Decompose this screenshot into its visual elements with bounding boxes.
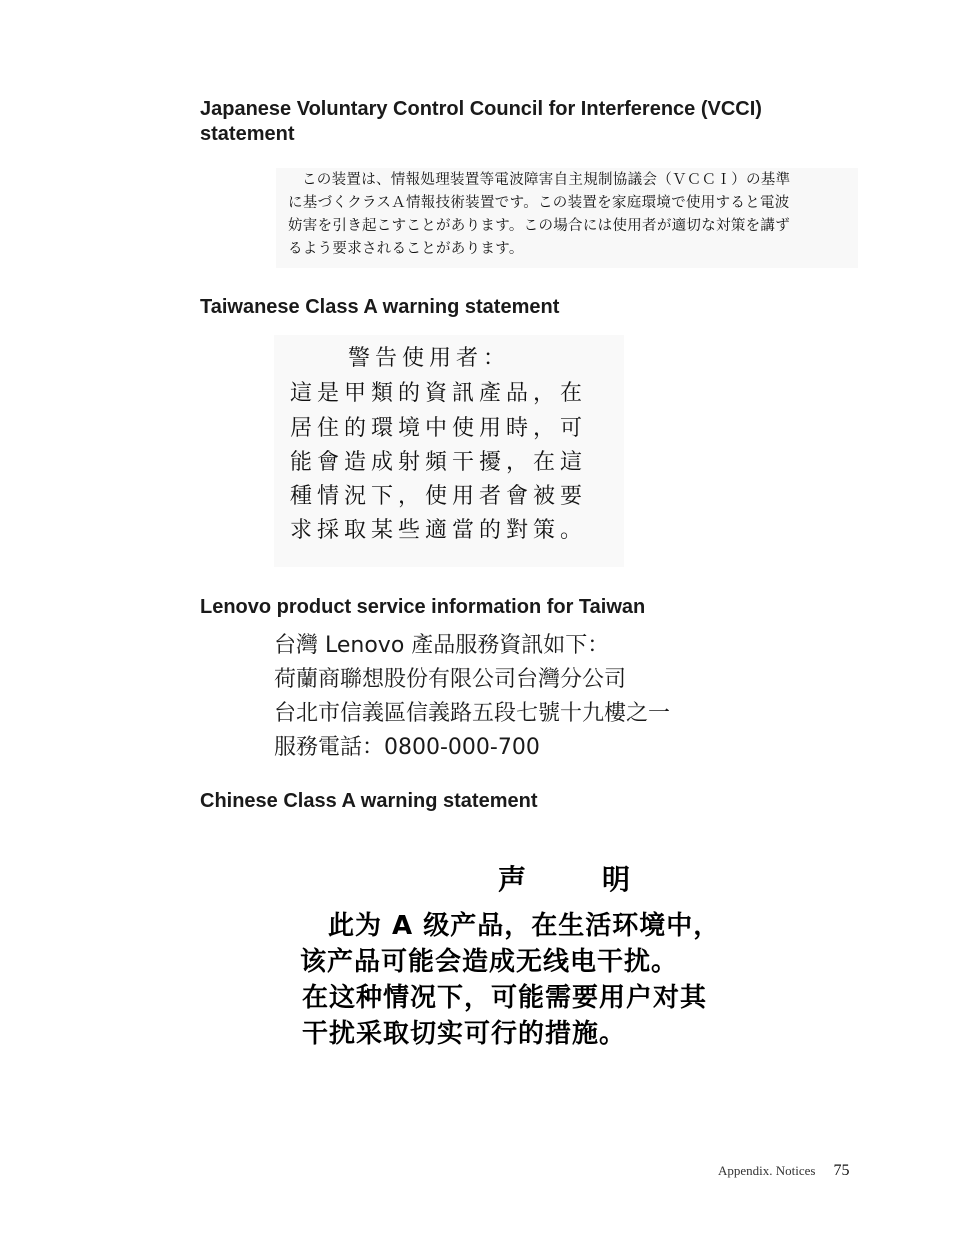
taiwan-service-phone: 服務電話：0800-000-700 [274, 735, 540, 760]
footer-section-title: Appendix. Notices [718, 1163, 816, 1178]
chinese-warning-title-right: 明 [602, 863, 631, 896]
chinese-warning-title-left: 声 [498, 863, 527, 896]
taiwan-service-line-1: 台灣 Lenovo 產品服務資訊如下： [274, 633, 610, 658]
vcci-heading [200, 97, 840, 147]
chinese-warning-line-2: 该产品可能会造成无线电干扰。 [300, 947, 679, 977]
vcci-heading-line1: Japanese Voluntary Control Council for Interference (VCCI) [200, 98, 762, 120]
vcci-line-4: るよう要求されることがあります。 [288, 241, 524, 257]
page-footer [718, 1162, 849, 1180]
chinese-warning-line-1: 此为 A 级产品，在生活环境中， [328, 911, 721, 941]
taiwan-warning-line-2: 這是甲類的資訊產品，在 [290, 381, 588, 406]
vcci-line-2: に基づくクラスＡ情報技術装置です。この装置を家庭環境で使用すると電波 [288, 195, 790, 211]
taiwan-warning-line-5: 種情況下，使用者會被要 [290, 484, 588, 509]
chinese-warning-line-4: 干扰采取切实可行的措施。 [302, 1019, 627, 1049]
taiwan-warning-heading: Taiwanese Class A warning statement [200, 296, 560, 318]
taiwan-service-heading: Lenovo product service information for Taiwan [200, 596, 646, 618]
taiwan-warning-image [274, 335, 624, 567]
chinese-warning-heading: Chinese Class A warning statement [200, 790, 538, 812]
vcci-line-3: 妨害を引き起こすことがあります。この場合には使用者が適切な対策を講ず [288, 218, 791, 234]
taiwan-service-line-2: 荷蘭商聯想股份有限公司台灣分公司 [274, 667, 627, 692]
taiwan-warning-line-6: 求採取某些適當的對策。 [290, 518, 588, 543]
vcci-statement-image [276, 168, 858, 268]
taiwan-service-line-3: 台北市信義區信義路五段七號十九樓之一 [274, 701, 671, 726]
page-number: 75 [833, 1162, 850, 1179]
chinese-warning-image [290, 850, 830, 1060]
chinese-warning-line-3: 在这种情况下，可能需要用户对其 [302, 983, 708, 1013]
vcci-heading-line2: statement [200, 123, 295, 145]
vcci-line-1: この装置は、情報処理装置等電波障害自主規制協議会（ＶＣＣＩ）の基準 [302, 172, 791, 188]
taiwan-warning-line-1: 警告使用者： [348, 346, 511, 371]
taiwan-warning-line-3: 居住的環境中使用時，可 [290, 416, 588, 441]
taiwan-warning-line-4: 能會造成射頻干擾，在這 [290, 450, 588, 475]
